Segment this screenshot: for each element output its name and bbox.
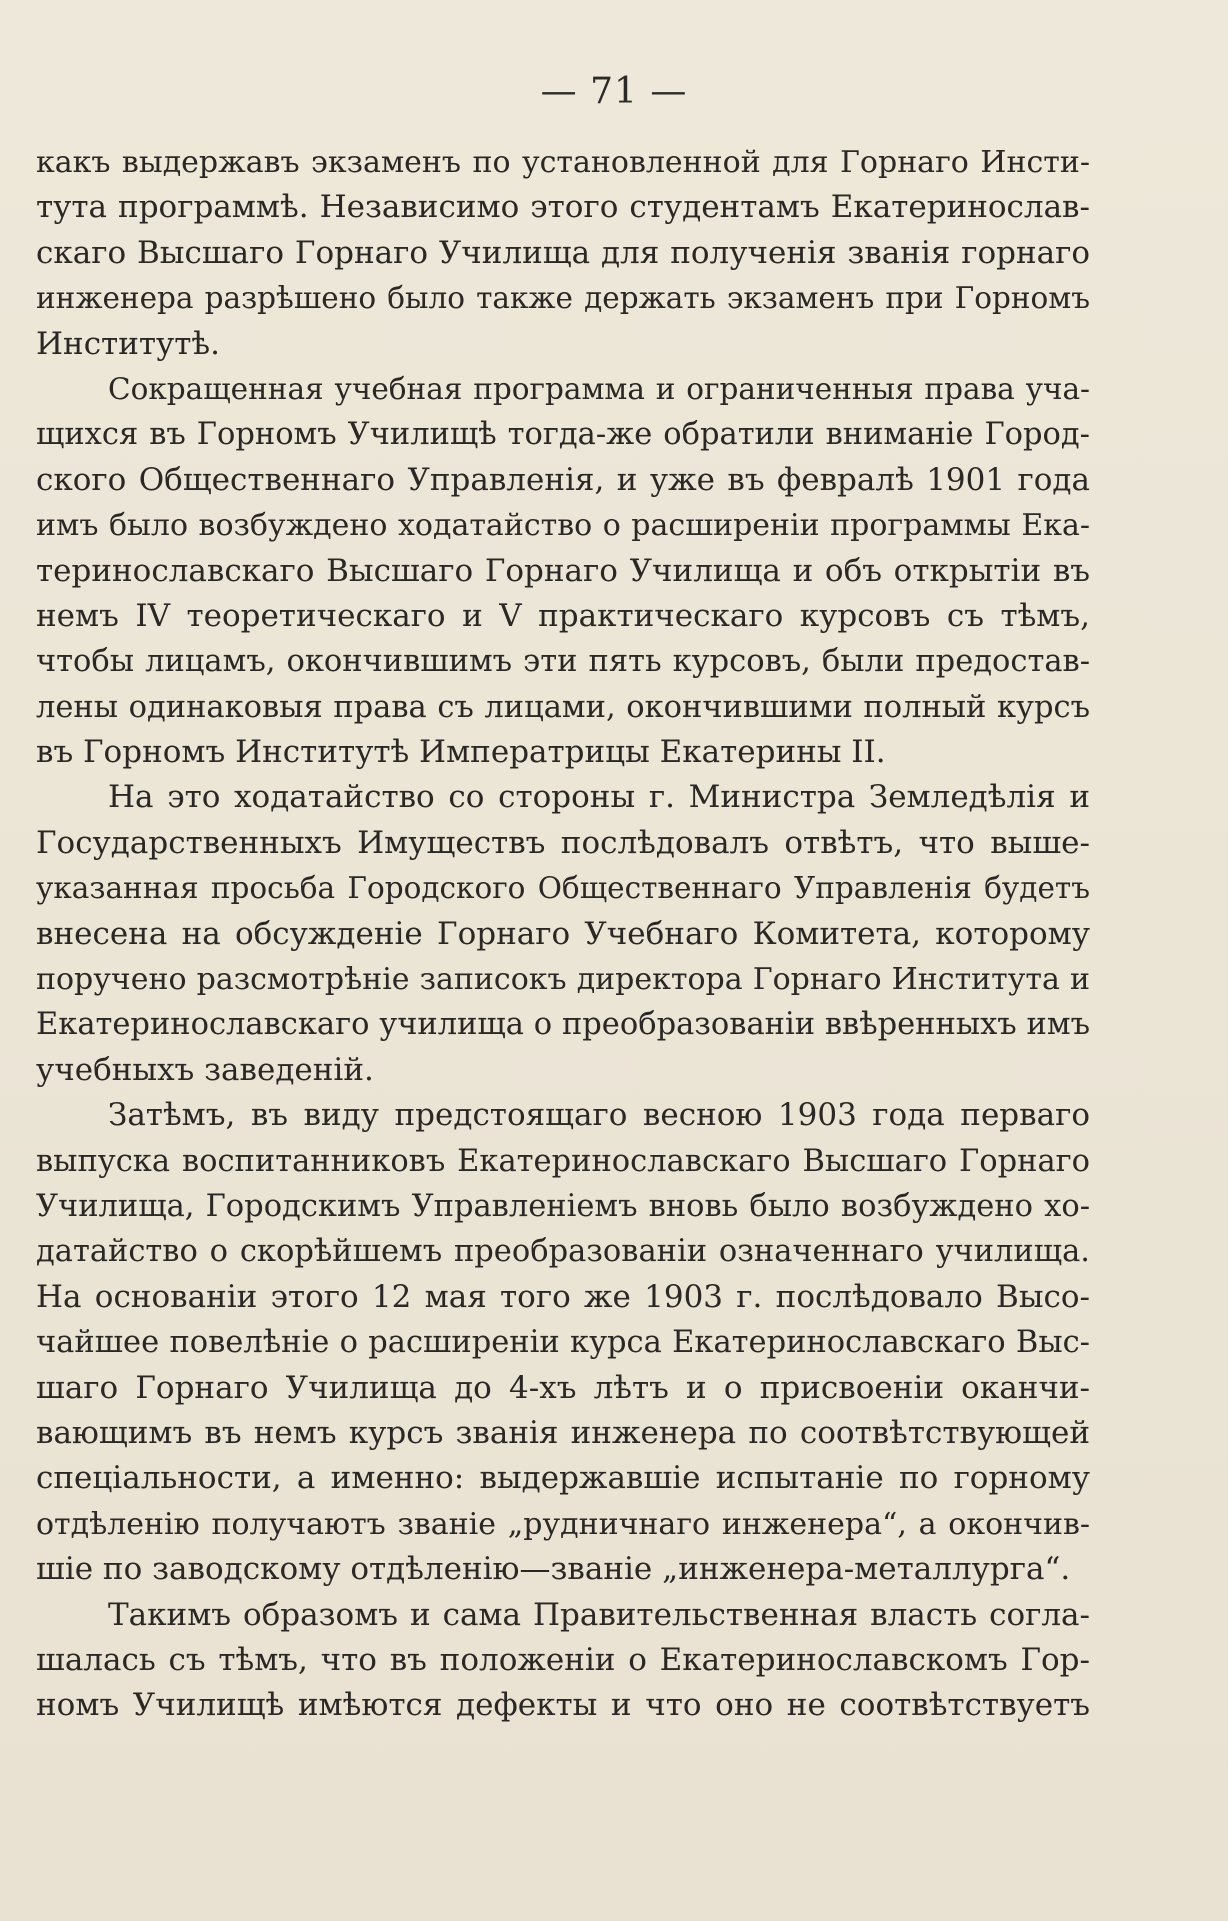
text-line: поручено разсмотрѣніе записокъ директора Горнаго Института и bbox=[36, 962, 1090, 998]
text-line: выпуска воспитанниковъ Екатеринославскаго Высшаго Горнаго bbox=[36, 1143, 1090, 1179]
text-line: учебныхъ заведеній. bbox=[36, 1051, 374, 1088]
text-line: спеціальности, а именно: выдержавшіе испытаніе по горному bbox=[36, 1460, 1090, 1497]
text-line: номъ Училищѣ имѣются дефекты и что оно не соотвѣтствуетъ bbox=[36, 1687, 1090, 1724]
text-line: На это ходатайство со стороны г. Министра Земледѣлія и bbox=[108, 779, 1090, 816]
text-line: инженера разрѣшено было также держать экзаменъ при Горномъ bbox=[36, 281, 1090, 316]
text-line: немъ IV теоретическаго и V практическаго курсовъ съ тѣмъ, bbox=[36, 597, 1090, 634]
text-line: ского Общественнаго Управленія, и уже въ февралѣ 1901 года bbox=[36, 461, 1090, 498]
text-line: лены одинаковыя права съ лицами, окончившими полный курсъ bbox=[36, 689, 1090, 725]
page-number: — 71 — bbox=[540, 71, 688, 112]
text-line: Институтѣ. bbox=[36, 325, 220, 362]
text-line: Сокращенная учебная программа и ограниченныя права уча- bbox=[108, 371, 1090, 406]
text-line: Училища, Городскимъ Управленіемъ вновь было возбуждено хо- bbox=[36, 1188, 1090, 1224]
text-line: шаго Горнаго Училища до 4-хъ лѣтъ и о присвоеніи оканчи- bbox=[36, 1369, 1090, 1406]
text-line: внесена на обсужденіе Горнаго Учебнаго Комитета, которому bbox=[36, 915, 1090, 952]
text-line: тута программѣ. Независимо этого студентамъ Екатеринослав- bbox=[36, 189, 1090, 226]
text-line: чтобы лицамъ, окончившимъ эти пять курсовъ, были предостав- bbox=[36, 644, 1090, 680]
text-line: въ Горномъ Институтѣ Императрицы Екатерины II. bbox=[36, 734, 886, 771]
text-line: какъ выдержавъ экзаменъ по установленной для Горнаго Инсти- bbox=[36, 145, 1090, 180]
text-line: Затѣмъ, въ виду предстоящаго весною 1903 года перваго bbox=[108, 1097, 1090, 1134]
text-line: отдѣленію получаютъ званіе „рудничнаго инженера“, а окончив- bbox=[36, 1506, 1090, 1542]
text-line: датайство о скорѣйшемъ преобразованіи означеннаго училища. bbox=[36, 1234, 1090, 1270]
text-line: имъ было возбуждено ходатайство о расширеніи программы Ека- bbox=[36, 508, 1090, 544]
text-line: щихся въ Горномъ Училищѣ тогда-же обратили вниманіе Город- bbox=[36, 417, 1090, 453]
text-line: Екатеринославскаго училища о преобразованіи ввѣренныхъ имъ bbox=[36, 1007, 1090, 1043]
text-line: шіе по заводскому отдѣленію—званіе „инженера-металлурга“. bbox=[36, 1551, 1071, 1588]
text-line: шалась съ тѣмъ, что въ положеніи о Екатеринославскомъ Гор- bbox=[36, 1641, 1090, 1678]
text-line: вающимъ въ немъ курсъ званія инженера по соотвѣтствующей bbox=[36, 1414, 1090, 1451]
text-line: указанная просьба Городского Общественнаго Управленія будетъ bbox=[36, 871, 1090, 906]
text-line: Государственныхъ Имуществъ послѣдовалъ отвѣтъ, что выше- bbox=[36, 824, 1090, 861]
text-line: На основаніи этого 12 мая того же 1903 г. послѣдовало Высо- bbox=[36, 1278, 1090, 1315]
text-line: скаго Высшаго Горнаго Училища для полученія званія горнаго bbox=[36, 234, 1090, 271]
text-line: Такимъ образомъ и сама Правительственная власть согла- bbox=[108, 1596, 1090, 1633]
text-line: чайшее повелѣніе о расширеніи курса Екатеринославскаго Выс- bbox=[36, 1325, 1090, 1361]
body-text bbox=[36, 140, 1090, 1729]
text-line: теринославскаго Высшаго Горнаго Училища и объ открытіи въ bbox=[36, 552, 1090, 589]
